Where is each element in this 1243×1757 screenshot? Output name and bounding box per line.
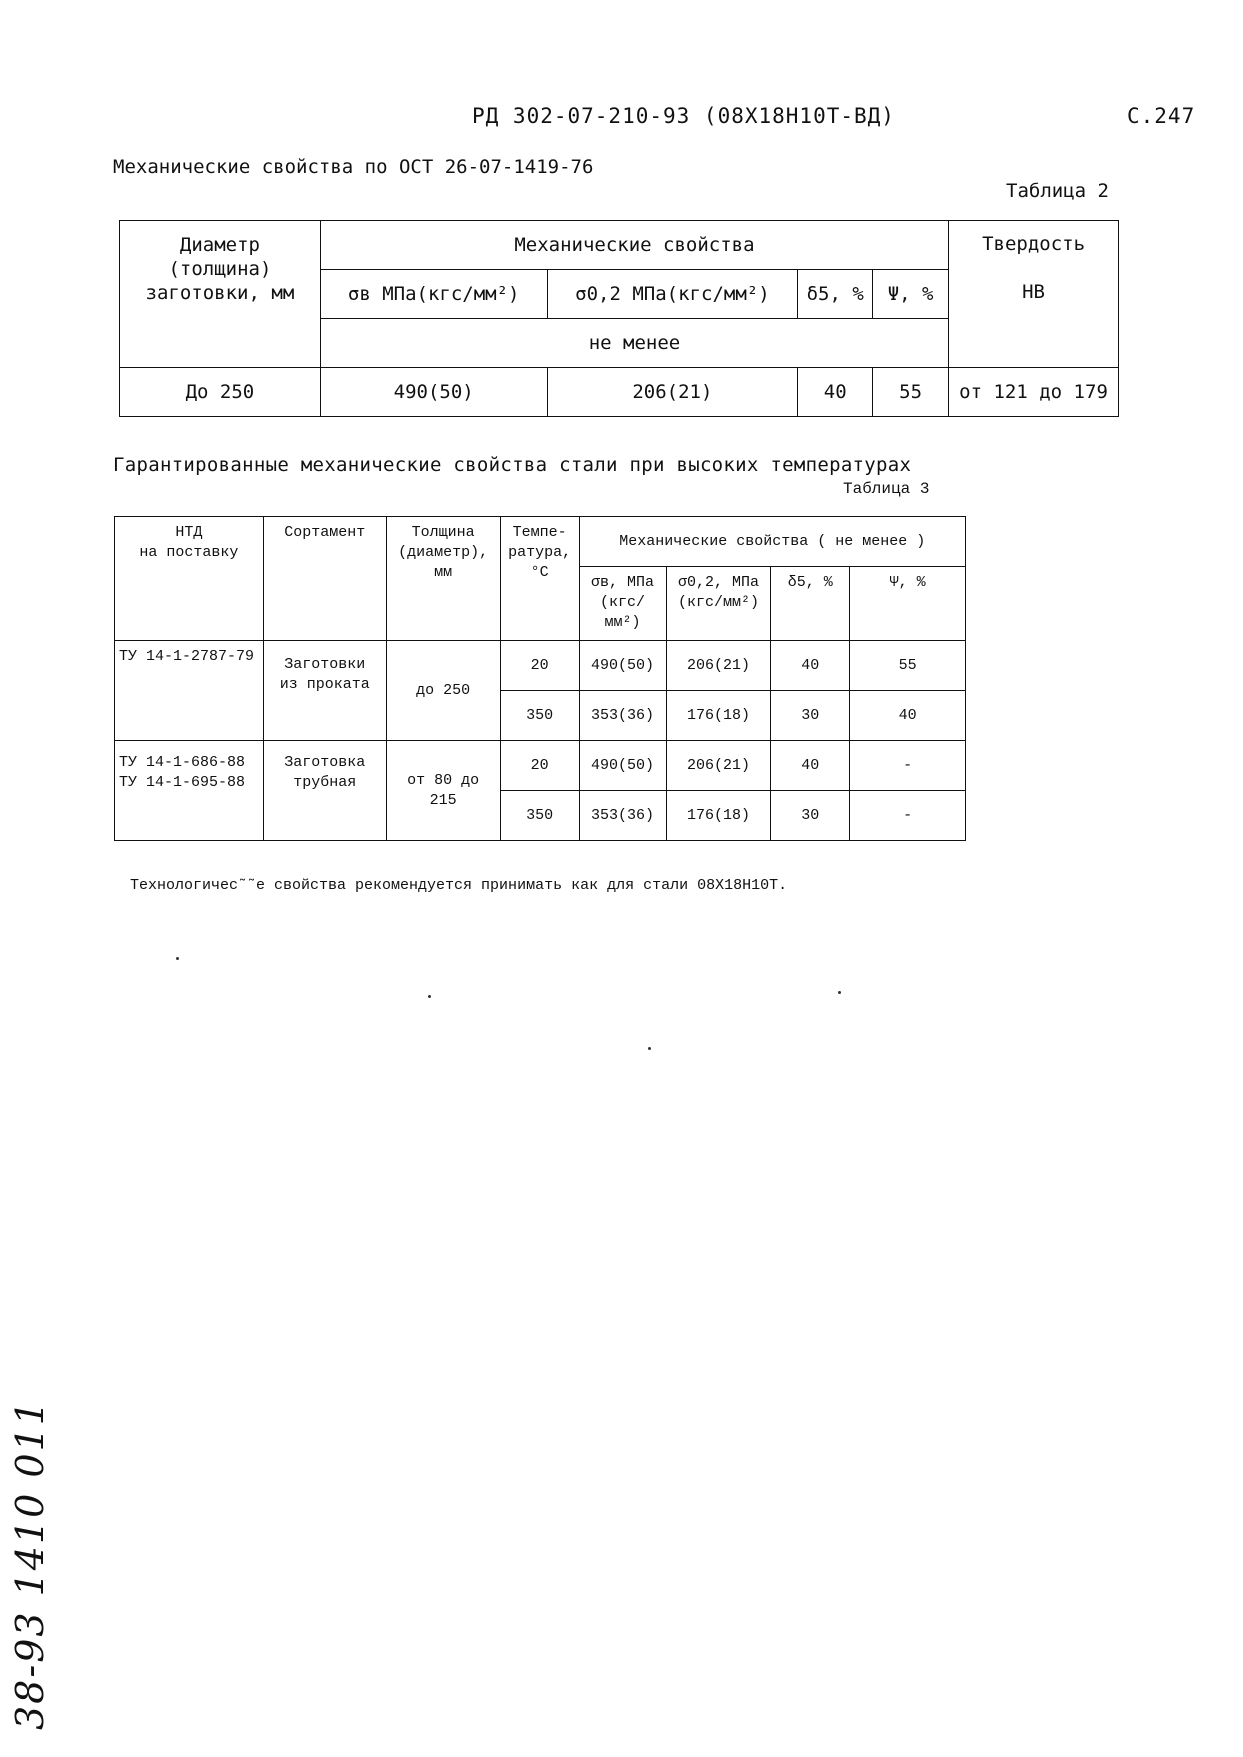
t3-header-temp <box>500 517 579 641</box>
t3-sortament-line1: Заготовка <box>284 754 366 771</box>
table-row <box>115 641 966 691</box>
t3-sortament-line2: трубная <box>293 774 357 791</box>
t2-cell-sigma-02: 206(21) <box>547 368 798 417</box>
margin-handwriting: 38-93 1410 011 <box>8 1399 52 1730</box>
t3-cell-temp: 20 <box>500 641 579 691</box>
t3-cell-sigma-02: 206(21) <box>666 741 771 791</box>
t3-header-sigma-b <box>579 567 666 641</box>
t2-h-diameter-line2: (толщина) <box>168 258 272 280</box>
t3-header-psi: Ψ, % <box>850 567 966 641</box>
t3-cell-sortament <box>263 641 386 741</box>
table2-label: Таблица 2 <box>1006 180 1109 202</box>
table-row <box>120 368 1119 417</box>
table3-caption: Гарантированные механические свойства стали при высоких температурах <box>113 454 912 476</box>
t3-cell-temp: 350 <box>500 791 579 841</box>
t3-cell-temp: 350 <box>500 691 579 741</box>
t3-h-sigma-02-line1: σ0,2, МПа <box>677 574 759 591</box>
t2-header-sigma-02: σ0,2 МПа(кгс/мм²) <box>547 270 798 319</box>
table3-label: Таблица 3 <box>843 480 930 498</box>
t3-header-sigma-02 <box>666 567 771 641</box>
t3-h-temp-line2: ратура, <box>508 544 572 561</box>
t3-cell-ntd <box>115 641 264 741</box>
t2-cell-diameter: До 250 <box>120 368 321 417</box>
t3-cell-sigma-b: 353(36) <box>579 791 666 841</box>
t3-cell-psi: - <box>850 791 966 841</box>
t3-cell-delta: 30 <box>771 691 850 741</box>
t3-cell-sigma-02: 206(21) <box>666 641 771 691</box>
technology-note: Технологичес˜˜е свойства рекомендуется принимать как для стали 08Х18Н10Т. <box>130 877 788 894</box>
t3-cell-temp: 20 <box>500 741 579 791</box>
t3-cell-sigma-b: 490(50) <box>579 641 666 691</box>
t3-cell-delta: 40 <box>771 641 850 691</box>
t2-cell-sigma-b: 490(50) <box>320 368 547 417</box>
t3-header-mech: Механические свойства ( не менее ) <box>579 517 965 567</box>
t3-ntd-line1: ТУ 14-1-686-88 <box>119 754 246 771</box>
table2 <box>119 220 1119 417</box>
t3-cell-ntd <box>115 741 264 841</box>
t2-header-sigma-b: σв МПа(кгс/мм²) <box>320 270 547 319</box>
t2-header-diameter <box>120 221 321 368</box>
t3-h-thickness-line2: (диаметр), <box>398 544 489 561</box>
t2-header-psi: Ψ, % <box>873 270 949 319</box>
t3-h-ntd-line2: на поставку <box>139 544 239 561</box>
t2-header-min: не менее <box>320 319 948 368</box>
t2-h-hardness: Твердость <box>982 233 1086 255</box>
t3-header-ntd <box>115 517 264 641</box>
t3-h-temp-line1: Темпе- <box>512 524 567 541</box>
t3-cell-thickness: от 80 до 215 <box>386 741 500 841</box>
t3-header-thickness <box>386 517 500 641</box>
t3-h-ntd-line1: НТД <box>175 524 203 541</box>
t3-h-sigma-02-line2: (кгс/мм²) <box>677 594 759 611</box>
t2-cell-delta: 40 <box>798 368 873 417</box>
t3-sortament-line1: Заготовки <box>284 656 366 673</box>
t3-cell-delta: 40 <box>771 741 850 791</box>
t3-cell-sigma-02: 176(18) <box>666 691 771 741</box>
t3-h-thickness-line1: Толщина <box>411 524 475 541</box>
t3-h-sigma-b-line2: (кгс/мм²) <box>600 594 646 631</box>
t3-cell-thickness: до 250 <box>386 641 500 741</box>
t3-sortament-line2: из проката <box>279 676 370 693</box>
t2-h-diameter-line3: заготовки, мм <box>145 282 295 304</box>
t3-header-delta: δ5, % <box>771 567 850 641</box>
t2-cell-psi: 55 <box>873 368 949 417</box>
t3-cell-psi: 40 <box>850 691 966 741</box>
document-code: РД 302-07-210-93 (08Х18Н10Т-ВД) <box>472 104 895 128</box>
t2-header-delta: δ5, % <box>798 270 873 319</box>
t3-h-temp-line3: °С <box>530 564 549 581</box>
t3-h-sigma-b-line1: σв, МПа <box>591 574 655 591</box>
t3-header-sortament: Сортамент <box>263 517 386 641</box>
t2-cell-hb: от 121 до 179 <box>949 368 1119 417</box>
t3-ntd-line: ТУ 14-1-2787-79 <box>119 648 255 665</box>
table-row <box>115 741 966 791</box>
scan-speck <box>648 1047 651 1050</box>
scan-speck <box>428 995 431 998</box>
t2-header-hardness <box>949 221 1119 368</box>
t3-h-thickness-line3: мм <box>434 564 453 581</box>
t3-cell-delta: 30 <box>771 791 850 841</box>
t3-ntd-line2: ТУ 14-1-695-88 <box>119 774 246 791</box>
page-number: С.247 <box>1127 104 1196 128</box>
t3-cell-sortament <box>263 741 386 841</box>
t3-cell-psi: - <box>850 741 966 791</box>
t2-h-hb: НВ <box>1022 281 1045 303</box>
t3-cell-sigma-02: 176(18) <box>666 791 771 841</box>
t3-cell-psi: 55 <box>850 641 966 691</box>
t2-h-diameter-line1: Диаметр <box>179 234 260 256</box>
table2-caption: Механические свойства по ОСТ 26-07-1419-76 <box>113 156 594 178</box>
t3-cell-sigma-b: 353(36) <box>579 691 666 741</box>
scan-speck <box>838 991 841 994</box>
scan-speck <box>176 957 179 960</box>
table3 <box>114 516 966 841</box>
t2-header-mech: Механические свойства <box>320 221 948 270</box>
t3-cell-sigma-b: 490(50) <box>579 741 666 791</box>
